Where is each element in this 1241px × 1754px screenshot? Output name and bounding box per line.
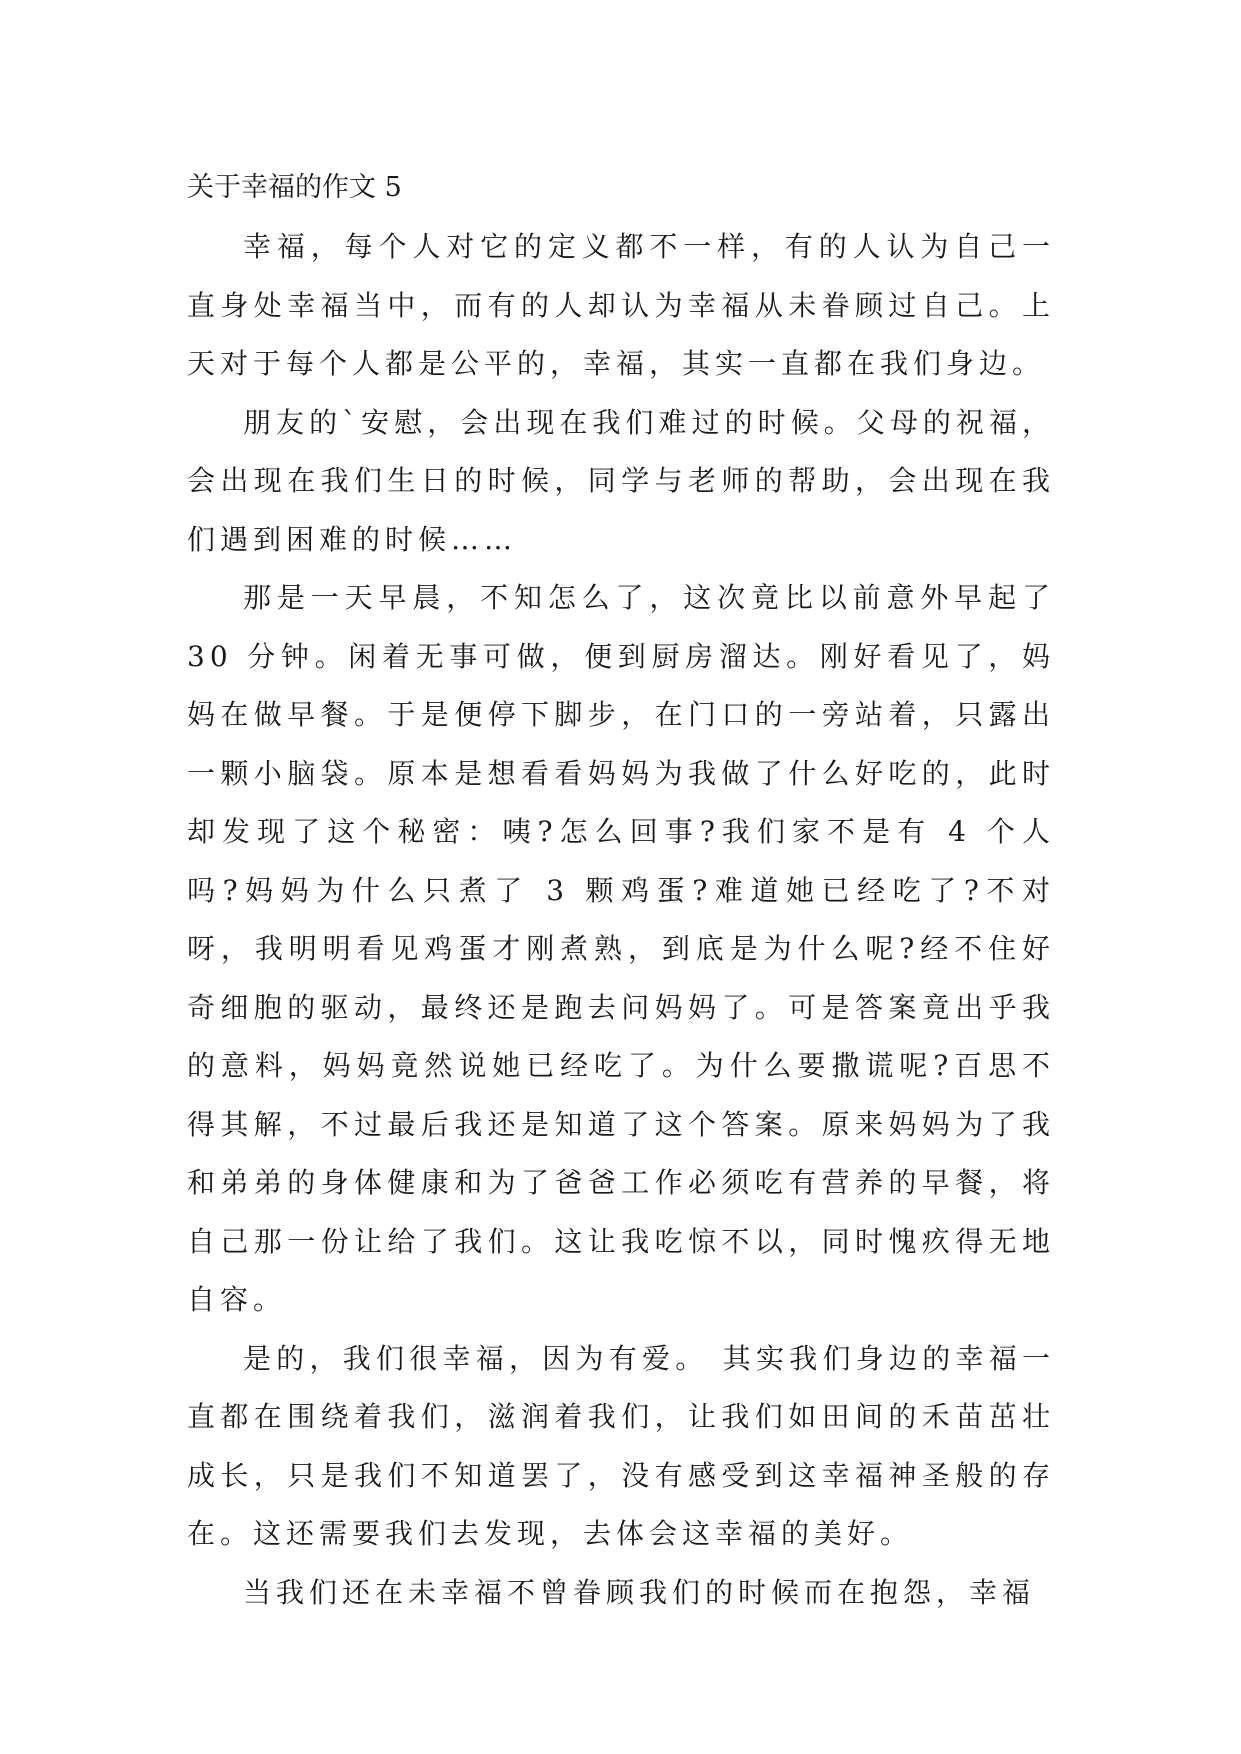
paragraph-4: 是的，我们很幸福，因为有爱。 其实我们身边的幸福一直都在围绕着我们，滋润着我们，让我们如田间的禾苗茁壮成长，只是我们不知道罢了，没有感受到这幸福神圣般的存在。这还需要我们去发现，去体会这幸福的美好。 [187,1341,1055,1550]
paragraph-2: 朋友的`安慰，会出现在我们难过的时候。父母的祝福，会出现在我们生日的时候，同学与老师的帮助，会出现在我们遇到困难的时候…… [187,405,1055,556]
paragraph-3: 那是一天早晨，不知怎么了，这次竟比以前意外早起了 30 分钟。闲着无事可做，便到厨房溜达。刚好看见了，妈妈在做早餐。于是便停下脚步，在门口的一旁站着，只露出一颗小脑袋。原本是想看看妈妈为我做了什么好吃的，此时却发现了这个秘密：咦?怎么回事?我们家不是有 4 个人吗?妈妈为什么只煮了 3 颗鸡蛋?难道她已经吃了?不对呀，我明明看见鸡蛋才刚煮熟，到底是为什么呢?经不住好奇细胞的驱动，最终还是跑去问妈妈了。可是答案竟出乎我的意料，妈妈竟然说她已经吃了。为什么要撒谎呢?百思不得其解，不过最后我还是知道了这个答案。原来妈妈为了我和弟弟的身体健康和为了爸爸工作必须吃有营养的早餐，将自己那一份让给了我们。这让我吃惊不以，同时愧疚得无地自容。 [187,581,1069,1316]
document-body [187,158,1069,1622]
paragraph-5: 当我们还在未幸福不曾眷顾我们的时候而在抱怨，幸福 [243,1575,1036,1609]
paragraph-1: 幸福，每个人对它的定义都不一样，有的人认为自己一直身处幸福当中，而有的人却认为幸福从未眷顾过自己。上天对于每个人都是公平的，幸福，其实一直都在我们身边。 [187,230,1055,380]
essay-title: 关于幸福的作文 5 [187,172,402,203]
